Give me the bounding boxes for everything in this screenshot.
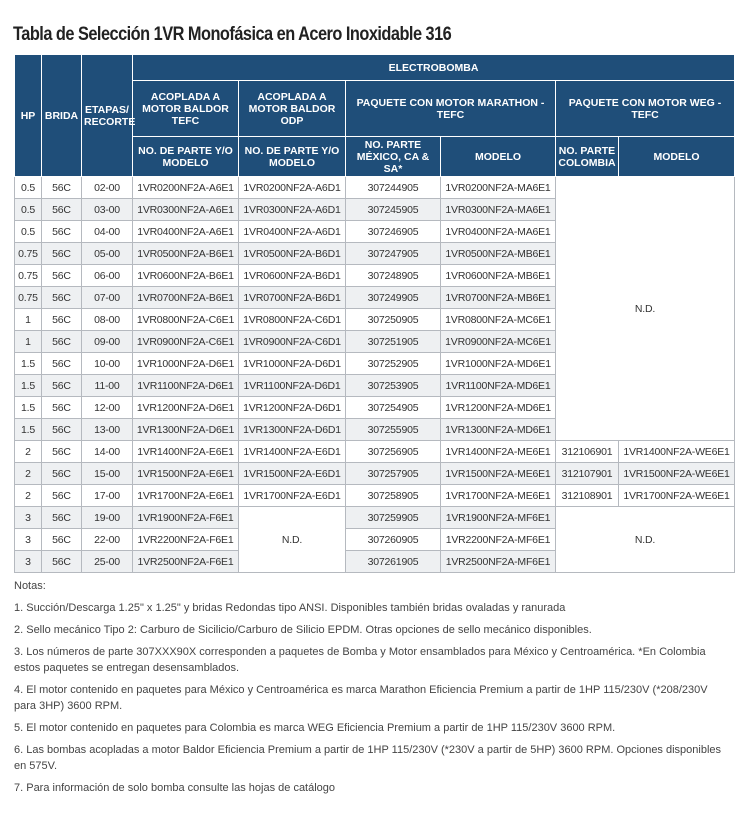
- cell-odp-nd: N.D.: [239, 507, 346, 573]
- cell-part-number-mexico: 307249905: [346, 287, 441, 309]
- cell-hp: 3: [15, 551, 42, 573]
- table-row: [15, 177, 735, 199]
- cell-colombia-nd: N.D.: [556, 507, 735, 573]
- note-item: 2. Sello mecánico Tipo 2: Carburo de Sicilicio/Carburo de Silicio EPDM. Otras opciones de sello mecánico disponibles.: [14, 624, 592, 636]
- cell-brida: 56C: [42, 265, 82, 287]
- header-part-number-colombia: NO. PARTE COLOMBIA: [556, 137, 619, 177]
- cell-etapas: 17-00: [82, 485, 133, 507]
- cell-part-number-mexico: 307250905: [346, 309, 441, 331]
- cell-model-marathon: 1VR0200NF2A-MA6E1: [441, 177, 556, 199]
- cell-brida: 56C: [42, 199, 82, 221]
- cell-part-number-colombia: 312106901: [556, 441, 619, 463]
- cell-hp: 2: [15, 463, 42, 485]
- cell-model-marathon: 1VR1200NF2A-MD6E1: [441, 397, 556, 419]
- cell-brida: 56C: [42, 243, 82, 265]
- header-part-number-mexico: NO. PARTE MÉXICO, CA & SA*: [346, 137, 441, 177]
- header-electrobomba: ELECTROBOMBA: [133, 55, 735, 81]
- cell-model-marathon: 1VR0400NF2A-MA6E1: [441, 221, 556, 243]
- cell-brida: 56C: [42, 309, 82, 331]
- cell-baldor-odp: 1VR1400NF2A-E6D1: [239, 441, 346, 463]
- header-model-marathon: MODELO: [441, 137, 556, 177]
- cell-hp: 0.5: [15, 199, 42, 221]
- cell-baldor-tefc: 1VR0600NF2A-B6E1: [133, 265, 239, 287]
- cell-model-marathon: 1VR0900NF2A-MC6E1: [441, 331, 556, 353]
- cell-baldor-tefc: 1VR1700NF2A-E6E1: [133, 485, 239, 507]
- cell-baldor-tefc: 1VR0500NF2A-B6E1: [133, 243, 239, 265]
- cell-baldor-tefc: 1VR1300NF2A-D6E1: [133, 419, 239, 441]
- cell-part-number-mexico: 307256905: [346, 441, 441, 463]
- cell-baldor-tefc: 1VR0900NF2A-C6E1: [133, 331, 239, 353]
- cell-hp: 1: [15, 331, 42, 353]
- cell-etapas: 19-00: [82, 507, 133, 529]
- cell-etapas: 02-00: [82, 177, 133, 199]
- note-item: 3. Los números de parte 307XXX90X corresponden a paquetes de Bomba y Motor ensamblados para México y Centroamérica. *En Colombia estos paquetes se entregan desensamblados.: [14, 646, 706, 674]
- header-etapas: ETAPAS/ RECORTE: [82, 55, 133, 177]
- header-part-number-odp: NO. DE PARTE Y/O MODELO: [239, 137, 346, 177]
- cell-part-number-mexico: 307252905: [346, 353, 441, 375]
- cell-brida: 56C: [42, 463, 82, 485]
- cell-model-weg: 1VR1500NF2A-WE6E1: [619, 463, 735, 485]
- note-item: 7. Para información de solo bomba consulte las hojas de catálogo: [14, 782, 336, 794]
- cell-baldor-odp: 1VR0800NF2A-C6D1: [239, 309, 346, 331]
- cell-baldor-odp: 1VR1200NF2A-D6D1: [239, 397, 346, 419]
- note-item: 6. Las bombas acopladas a motor Baldor Eficiencia Premium a partir de 1HP 115/230V (*230V a partir de 5HP) 3600 RPM. Opciones disponibles en 575V.: [14, 744, 722, 772]
- cell-baldor-odp: 1VR0400NF2A-A6D1: [239, 221, 346, 243]
- cell-baldor-odp: 1VR1300NF2A-D6D1: [239, 419, 346, 441]
- cell-brida: 56C: [42, 441, 82, 463]
- cell-etapas: 15-00: [82, 463, 133, 485]
- cell-model-marathon: 1VR0500NF2A-MB6E1: [441, 243, 556, 265]
- cell-etapas: 22-00: [82, 529, 133, 551]
- cell-model-marathon: 1VR2200NF2A-MF6E1: [441, 529, 556, 551]
- header-brida: BRIDA: [42, 55, 82, 177]
- cell-hp: 1.5: [15, 419, 42, 441]
- cell-brida: 56C: [42, 375, 82, 397]
- header-baldor-tefc: ACOPLADA A MOTOR BALDOR TEFC: [133, 81, 239, 137]
- cell-baldor-odp: 1VR1100NF2A-D6D1: [239, 375, 346, 397]
- cell-part-number-mexico: 307254905: [346, 397, 441, 419]
- cell-hp: 0.75: [15, 287, 42, 309]
- cell-hp: 1: [15, 309, 42, 331]
- cell-part-number-mexico: 307255905: [346, 419, 441, 441]
- cell-hp: 1.5: [15, 353, 42, 375]
- table-row: [15, 463, 735, 485]
- cell-model-weg: 1VR1700NF2A-WE6E1: [619, 485, 735, 507]
- cell-part-number-mexico: 307244905: [346, 177, 441, 199]
- cell-baldor-tefc: 1VR1400NF2A-E6E1: [133, 441, 239, 463]
- cell-etapas: 11-00: [82, 375, 133, 397]
- cell-baldor-tefc: 1VR0200NF2A-A6E1: [133, 177, 239, 199]
- cell-baldor-odp: 1VR1000NF2A-D6D1: [239, 353, 346, 375]
- cell-part-number-mexico: 307246905: [346, 221, 441, 243]
- cell-baldor-tefc: 1VR1000NF2A-D6E1: [133, 353, 239, 375]
- header-marathon: PAQUETE CON MOTOR MARATHON - TEFC: [346, 81, 556, 137]
- cell-model-weg: 1VR1400NF2A-WE6E1: [619, 441, 735, 463]
- cell-part-number-mexico: 307247905: [346, 243, 441, 265]
- cell-baldor-odp: 1VR1500NF2A-E6D1: [239, 463, 346, 485]
- header-model-weg: MODELO: [619, 137, 735, 177]
- cell-baldor-odp: 1VR1700NF2A-E6D1: [239, 485, 346, 507]
- cell-etapas: 08-00: [82, 309, 133, 331]
- notes-label: Notas:: [14, 580, 46, 592]
- page-title: Tabla de Selección 1VR Monofásica en Acero Inoxidable 316: [13, 24, 452, 45]
- cell-etapas: 25-00: [82, 551, 133, 573]
- cell-hp: 2: [15, 441, 42, 463]
- table-body: [15, 177, 735, 573]
- cell-part-number-mexico: 307261905: [346, 551, 441, 573]
- cell-hp: 0.5: [15, 177, 42, 199]
- cell-baldor-tefc: 1VR0700NF2A-B6E1: [133, 287, 239, 309]
- cell-part-number-mexico: 307260905: [346, 529, 441, 551]
- cell-baldor-tefc: 1VR1500NF2A-E6E1: [133, 463, 239, 485]
- cell-brida: 56C: [42, 221, 82, 243]
- cell-hp: 1.5: [15, 397, 42, 419]
- cell-hp: 0.75: [15, 265, 42, 287]
- cell-brida: 56C: [42, 287, 82, 309]
- cell-part-number-mexico: 307253905: [346, 375, 441, 397]
- table-row: [15, 441, 735, 463]
- cell-model-marathon: 1VR1700NF2A-ME6E1: [441, 485, 556, 507]
- header-weg: PAQUETE CON MOTOR WEG - TEFC: [556, 81, 735, 137]
- cell-baldor-odp: 1VR0200NF2A-A6D1: [239, 177, 346, 199]
- cell-etapas: 04-00: [82, 221, 133, 243]
- cell-model-marathon: 1VR1900NF2A-MF6E1: [441, 507, 556, 529]
- cell-model-marathon: 1VR2500NF2A-MF6E1: [441, 551, 556, 573]
- cell-part-number-mexico: 307259905: [346, 507, 441, 529]
- cell-etapas: 03-00: [82, 199, 133, 221]
- cell-hp: 3: [15, 529, 42, 551]
- cell-part-number-mexico: 307245905: [346, 199, 441, 221]
- cell-model-marathon: 1VR1000NF2A-MD6E1: [441, 353, 556, 375]
- cell-model-marathon: 1VR0600NF2A-MB6E1: [441, 265, 556, 287]
- note-item: 1. Succión/Descarga 1.25" x 1.25" y bridas Redondas tipo ANSI. Disponibles también bridas ovaladas y ranurada: [14, 602, 566, 614]
- cell-baldor-odp: 1VR0900NF2A-C6D1: [239, 331, 346, 353]
- header-part-number-tefc: NO. DE PARTE Y/O MODELO: [133, 137, 239, 177]
- cell-baldor-tefc: 1VR0300NF2A-A6E1: [133, 199, 239, 221]
- cell-baldor-tefc: 1VR1100NF2A-D6E1: [133, 375, 239, 397]
- cell-model-marathon: 1VR1300NF2A-MD6E1: [441, 419, 556, 441]
- cell-etapas: 13-00: [82, 419, 133, 441]
- notes-section: [14, 578, 730, 802]
- cell-part-number-mexico: 307257905: [346, 463, 441, 485]
- cell-baldor-odp: 1VR0600NF2A-B6D1: [239, 265, 346, 287]
- cell-part-number-mexico: 307258905: [346, 485, 441, 507]
- cell-hp: 1.5: [15, 375, 42, 397]
- cell-model-marathon: 1VR0300NF2A-MA6E1: [441, 199, 556, 221]
- note-item: 4. El motor contenido en paquetes para México y Centroamérica es marca Marathon Eficiencia Premium a partir de 1HP 115/230V (*208/230V para 3HP) 3600 RPM.: [14, 684, 708, 712]
- cell-hp: 2: [15, 485, 42, 507]
- selection-table: [14, 54, 735, 573]
- cell-baldor-odp: 1VR0700NF2A-B6D1: [239, 287, 346, 309]
- cell-brida: 56C: [42, 331, 82, 353]
- cell-baldor-tefc: 1VR2500NF2A-F6E1: [133, 551, 239, 573]
- cell-part-number-colombia: 312107901: [556, 463, 619, 485]
- cell-colombia-nd: N.D.: [556, 177, 735, 441]
- cell-etapas: 14-00: [82, 441, 133, 463]
- cell-part-number-mexico: 307251905: [346, 331, 441, 353]
- cell-etapas: 06-00: [82, 265, 133, 287]
- cell-brida: 56C: [42, 529, 82, 551]
- cell-model-marathon: 1VR1400NF2A-ME6E1: [441, 441, 556, 463]
- cell-brida: 56C: [42, 397, 82, 419]
- cell-hp: 0.5: [15, 221, 42, 243]
- cell-etapas: 05-00: [82, 243, 133, 265]
- cell-hp: 0.75: [15, 243, 42, 265]
- cell-baldor-odp: 1VR0500NF2A-B6D1: [239, 243, 346, 265]
- table-row: [15, 507, 735, 529]
- cell-etapas: 10-00: [82, 353, 133, 375]
- cell-model-marathon: 1VR0800NF2A-MC6E1: [441, 309, 556, 331]
- cell-brida: 56C: [42, 353, 82, 375]
- table-row: [15, 485, 735, 507]
- cell-baldor-tefc: 1VR1200NF2A-D6E1: [133, 397, 239, 419]
- cell-etapas: 12-00: [82, 397, 133, 419]
- cell-etapas: 07-00: [82, 287, 133, 309]
- cell-brida: 56C: [42, 177, 82, 199]
- header-baldor-odp: ACOPLADA A MOTOR BALDOR ODP: [239, 81, 346, 137]
- cell-brida: 56C: [42, 485, 82, 507]
- cell-baldor-odp: 1VR0300NF2A-A6D1: [239, 199, 346, 221]
- cell-part-number-colombia: 312108901: [556, 485, 619, 507]
- note-item: 5. El motor contenido en paquetes para Colombia es marca WEG Eficiencia Premium a partir de 1HP 115/230V 3600 RPM.: [14, 722, 616, 734]
- cell-baldor-tefc: 1VR0800NF2A-C6E1: [133, 309, 239, 331]
- cell-brida: 56C: [42, 507, 82, 529]
- cell-model-marathon: 1VR1100NF2A-MD6E1: [441, 375, 556, 397]
- cell-baldor-tefc: 1VR1900NF2A-F6E1: [133, 507, 239, 529]
- cell-hp: 3: [15, 507, 42, 529]
- cell-brida: 56C: [42, 551, 82, 573]
- header-hp: HP: [15, 55, 42, 177]
- cell-baldor-tefc: 1VR0400NF2A-A6E1: [133, 221, 239, 243]
- cell-brida: 56C: [42, 419, 82, 441]
- cell-baldor-tefc: 1VR2200NF2A-F6E1: [133, 529, 239, 551]
- cell-part-number-mexico: 307248905: [346, 265, 441, 287]
- cell-etapas: 09-00: [82, 331, 133, 353]
- cell-model-marathon: 1VR0700NF2A-MB6E1: [441, 287, 556, 309]
- cell-model-marathon: 1VR1500NF2A-ME6E1: [441, 463, 556, 485]
